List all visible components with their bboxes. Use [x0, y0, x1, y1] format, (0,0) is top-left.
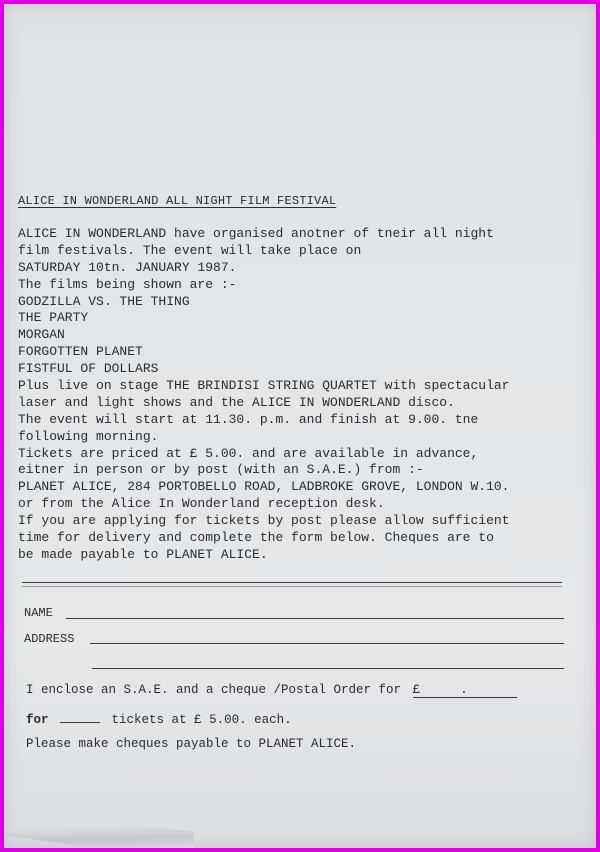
address-field-line-1[interactable]	[90, 643, 564, 644]
separator-rule	[22, 582, 562, 583]
body-line: Plus live on stage THE BRINDISI STRING QUARTET with spectacular	[18, 378, 510, 394]
body-line: time for delivery and complete the form below. Cheques are to	[18, 530, 494, 546]
paper-fold	[4, 804, 194, 848]
body-line: film festivals. The event will take place on	[18, 242, 362, 258]
film-title: THE PARTY	[18, 310, 89, 326]
body-line: or from the Alice In Wonderland reception desk.	[18, 496, 385, 512]
body-line: eitner in person or by post (with an S.A.E.) from :-	[18, 462, 424, 478]
separator-rule	[22, 586, 562, 587]
body-line: laser and light shows and the ALICE IN WONDERLAND disco.	[18, 394, 455, 410]
ticket-count-line	[26, 710, 292, 727]
address-line: PLANET ALICE, 284 PORTOBELLO ROAD, LADBROKE GROVE, LONDON W.10.	[18, 479, 510, 495]
address-label: ADDRESS	[24, 632, 75, 646]
event-date: SATURDAY 10tn. JANUARY 1987.	[18, 259, 237, 275]
currency-symbol: £	[412, 683, 421, 697]
flyer-body	[18, 226, 578, 564]
enclose-line	[26, 683, 517, 698]
name-field[interactable]	[66, 618, 564, 619]
name-label: NAME	[24, 606, 53, 620]
body-line: Tickets are priced at £ 5.00. and are available in advance,	[18, 445, 479, 461]
body-line: following morning.	[18, 428, 159, 444]
amount-field[interactable]	[413, 683, 517, 698]
tickets-text: tickets at £ 5.00. each.	[111, 713, 292, 727]
flyer-sheet	[4, 4, 596, 848]
ticket-quantity-field[interactable]	[60, 710, 100, 723]
body-line: ALICE IN WONDERLAND have organised anotner of tneir all night	[18, 226, 494, 241]
body-line: be made payable to PLANET ALICE.	[18, 546, 268, 562]
film-title: FORGOTTEN PLANET	[18, 344, 143, 360]
festival-title: ALICE IN WONDERLAND ALL NIGHT FILM FESTIVAL	[18, 194, 337, 208]
body-line: If you are applying for tickets by post please allow sufficient	[18, 513, 510, 529]
payable-note: Please make cheques payable to PLANET ALICE.	[26, 737, 357, 751]
film-title: MORGAN	[18, 327, 65, 343]
for-label: for	[26, 713, 49, 727]
enclose-text: I enclose an S.A.E. and a cheque /Postal Order for	[26, 683, 402, 697]
address-field-line-2[interactable]	[92, 668, 564, 669]
decimal-point: .	[460, 683, 468, 697]
body-line: The event will start at 11.30. p.m. and finish at 9.00. tne	[18, 411, 479, 427]
body-line: The films being shown are :-	[18, 276, 237, 292]
film-title: FISTFUL OF DOLLARS	[18, 361, 159, 377]
film-title: GODZILLA VS. THE THING	[18, 293, 190, 309]
